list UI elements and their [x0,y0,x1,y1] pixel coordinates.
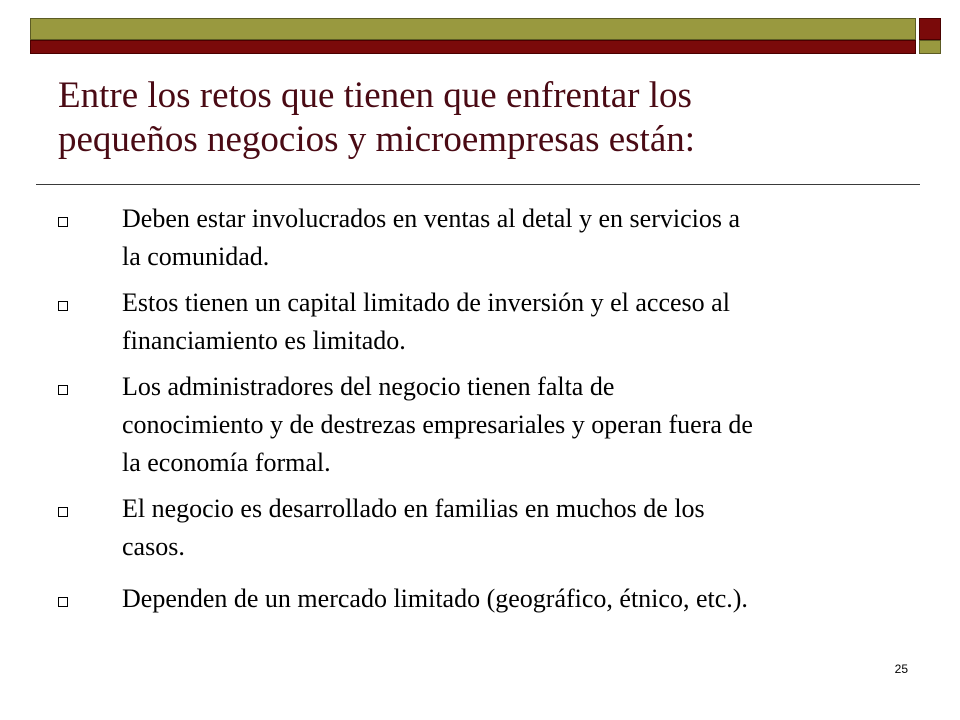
bullet-text-line: financiamiento es limitado. [122,326,406,355]
bullet-text-line: Deben estar involucrados en ventas al detal y en servicios a [122,204,740,233]
bullet-item [58,200,918,276]
square-bullet-icon [58,597,68,607]
bullet-text-line: la economía formal. [122,448,331,477]
bullet-list [58,200,918,626]
header-corner-square-maroon [919,18,941,40]
bullet-text-line: la comunidad. [122,242,270,271]
bullet-text-line: Estos tienen un capital limitado de inversión y el acceso al [122,288,730,317]
slide-title-line: Entre los retos que tienen que enfrentar los [58,75,692,116]
bullet-text-line: Los administradores del negocio tienen falta de [122,372,615,401]
bullet-text-line: conocimiento y de destrezas empresariales y operan fuera de [122,410,753,439]
square-bullet-icon [58,217,68,227]
header-band-olive [30,18,916,40]
bullet-item [58,368,918,482]
square-bullet-icon [58,507,68,517]
square-bullet-icon [58,385,68,395]
slide-title [58,74,918,162]
header-band-maroon [30,40,916,54]
bullet-item [58,284,918,360]
bullet-text-line: El negocio es desarrollado en familias en muchos de los [122,494,705,523]
bullet-text-line: casos. [122,532,185,561]
bullet-item [58,580,918,618]
slide-title-line: pequeños negocios y microempresas están: [58,119,696,160]
header-corner-square-olive [919,40,941,54]
title-divider [36,184,920,185]
page-number: 25 [894,662,908,676]
bullet-item [58,490,918,566]
square-bullet-icon [58,301,68,311]
bullet-text-line: Dependen de un mercado limitado (geográfico, étnico, etc.). [122,584,748,613]
